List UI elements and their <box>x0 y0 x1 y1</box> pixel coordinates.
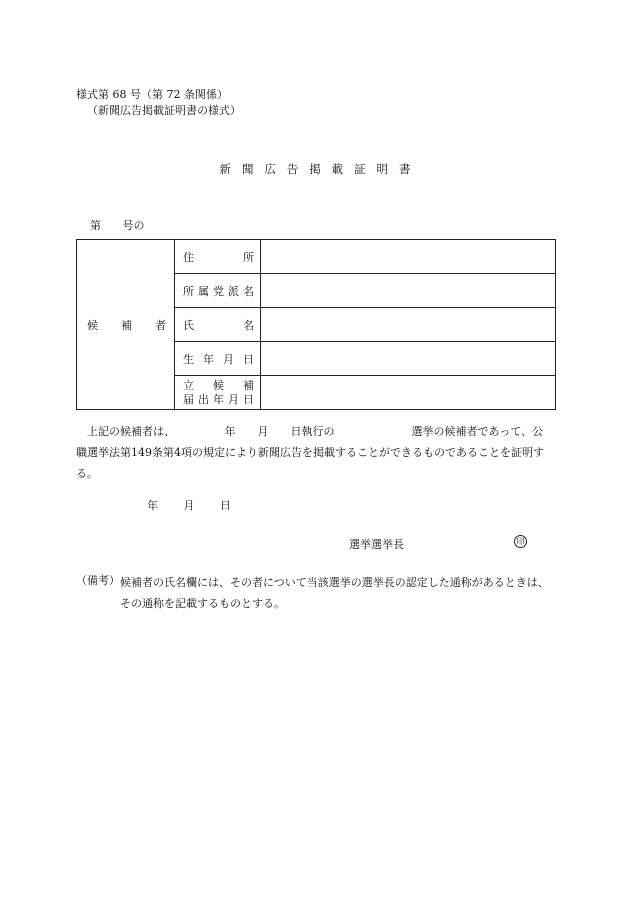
filing-date-label <box>175 376 261 410</box>
party-label: 所属党派名 <box>175 274 261 308</box>
filing-date-label-line1: 立候補 <box>183 378 254 392</box>
birthdate-label: 生年月日 <box>175 342 261 376</box>
reference-number: 第 号の <box>90 219 145 232</box>
election-chief-title: 選挙選挙長 <box>349 538 404 551</box>
remarks-text: 候補者の氏名欄には、その者について当該選挙の選挙長の認定した通称があるときは、その通称を記載するものとする。 <box>120 576 549 610</box>
birthdate-field[interactable] <box>261 342 556 376</box>
seal-icon: 印 <box>514 535 527 548</box>
address-label: 住所 <box>175 240 261 274</box>
certification-text: 上記の候補者は、 年 月 日執行の 選挙の候補者であって、公職選挙法第149条第4項の規定により新聞広告を掲載することができるものであることを証明する。 <box>76 425 544 480</box>
table-row <box>77 240 556 274</box>
name-label: 氏名 <box>175 308 261 342</box>
issue-date: 年 月 日 <box>147 499 231 512</box>
name-field[interactable] <box>261 308 556 342</box>
category-cell: 候補者 <box>77 240 175 410</box>
document-title: 新聞広告掲載証明書 <box>219 162 422 176</box>
remarks-label: （備考） <box>76 574 120 587</box>
filing-date-field[interactable] <box>261 376 556 410</box>
candidate-table <box>76 239 556 410</box>
address-field[interactable] <box>261 240 556 274</box>
filing-date-label-line2: 届出年月日 <box>183 392 254 406</box>
form-name: （新聞広告掲載証明書の様式） <box>87 104 241 117</box>
form-number: 様式第 68 号（第 72 条関係） <box>76 88 228 101</box>
party-field[interactable] <box>261 274 556 308</box>
